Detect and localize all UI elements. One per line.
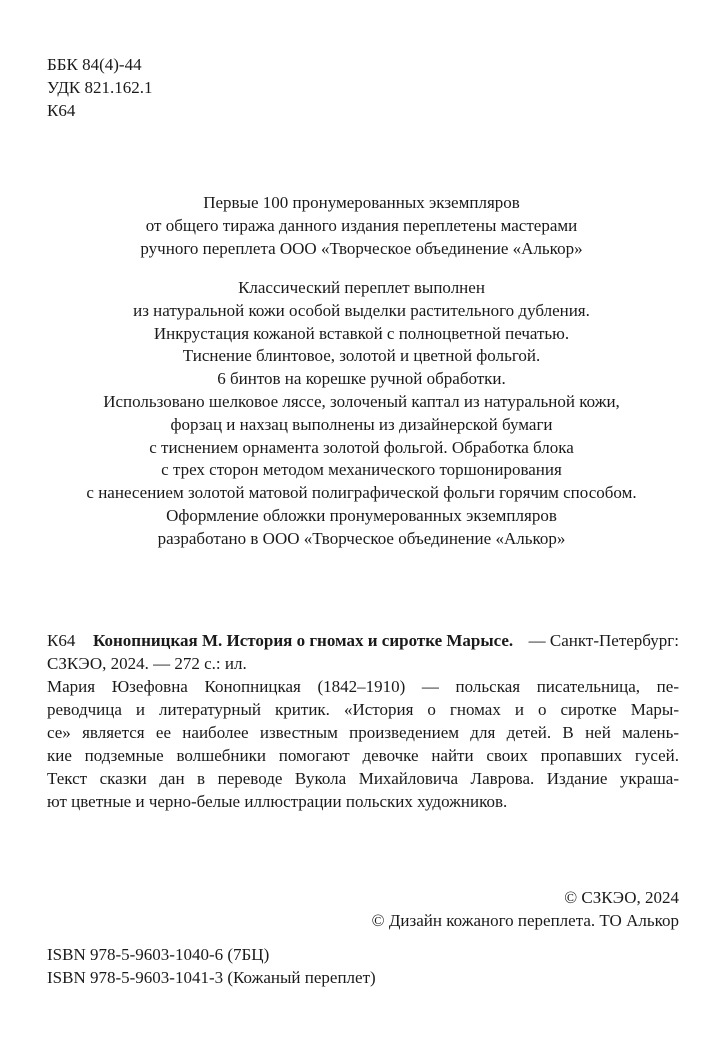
note-line: форзац и нахзац выполнены из дизайнерской бумаги [170, 414, 553, 434]
copyright-block [372, 886, 679, 932]
bbk-index: ББК 84(4)-44 [47, 55, 142, 74]
isbn-block [47, 943, 376, 989]
numbered-copies-note [40, 192, 683, 260]
classification-block [47, 53, 153, 122]
biblio-code: К64 [47, 631, 76, 650]
binding-description [40, 277, 683, 551]
note-line: из натуральной кожи особой выделки растительного дубления. [133, 300, 590, 320]
author-title: Конопницкая М. История о гномах и сиротке Марысе. [93, 631, 514, 650]
isbn-line: ISBN 978-5-9603-1041-3 (Кожаный переплет) [47, 968, 376, 987]
annotation-line: кие подземные волшебники помогают девочке найти своих пропавших гусей. [47, 746, 679, 765]
note-line: с тиснением орнамента золотой фольгой. Обработка блока [149, 437, 574, 457]
note-line: Первые 100 пронумерованных экземпляров [203, 193, 520, 212]
note-line: 6 бинтов на корешке ручной обработки. [217, 369, 506, 389]
publisher-line: СЗКЭО, 2024. — 272 с.: ил. [47, 654, 247, 673]
note-line: Тиснение блинтовое, золотой и цветной фольгой. [182, 346, 541, 366]
copyright-publisher: © СЗКЭО, 2024 [564, 888, 679, 907]
note-line: Инкрустация кожаной вставкой с полноцветной печатью. [153, 323, 570, 343]
note-line: с нанесением золотой матовой полиграфической фольги горячим способом. [86, 483, 637, 503]
publication-place: — Санкт-Петербург: [528, 631, 679, 650]
udk-index: УДК 821.162.1 [47, 78, 153, 97]
note-line: разработано в ООО «Творческое объединение «Алькор» [157, 528, 566, 548]
annotation-line: реводчица и литературный критик. «История о гномах и о сиротке Мары- [47, 700, 679, 719]
note-line: от общего тиража данного издания переплетены мастерами [145, 215, 578, 235]
author-mark: К64 [47, 101, 76, 120]
biblio-heading-line [47, 629, 679, 652]
note-line: Оформление обложки пронумерованных экземпляров [166, 505, 557, 525]
isbn-line: ISBN 978-5-9603-1040-6 (7БЦ) [47, 945, 270, 964]
annotation-line: Мария Юзефовна Конопницкая (1842–1910) — польская писательница, пе- [47, 677, 679, 696]
note-line: ручного переплета ООО «Творческое объединение «Алькор» [140, 238, 583, 258]
annotation-line: се» является ее наиболее известным произведением для детей. В ней малень- [47, 723, 679, 742]
biblio-heading [93, 629, 679, 652]
annotation-line: ют цветные и черно-белые иллюстрации польских художников. [47, 792, 508, 811]
bibliographic-entry [47, 629, 679, 813]
note-line: Использовано шелковое ляссе, золоченый каптал из натуральной кожи, [103, 391, 620, 411]
annotation-line: Текст сказки дан в переводе Вукола Михайловича Лаврова. Издание украша- [47, 769, 679, 788]
note-line: с трех сторон методом механического торшонирования [161, 460, 562, 480]
copyright-design: © Дизайн кожаного переплета. ТО Алькор [371, 911, 679, 930]
note-line: Классический переплет выполнен [238, 278, 485, 297]
